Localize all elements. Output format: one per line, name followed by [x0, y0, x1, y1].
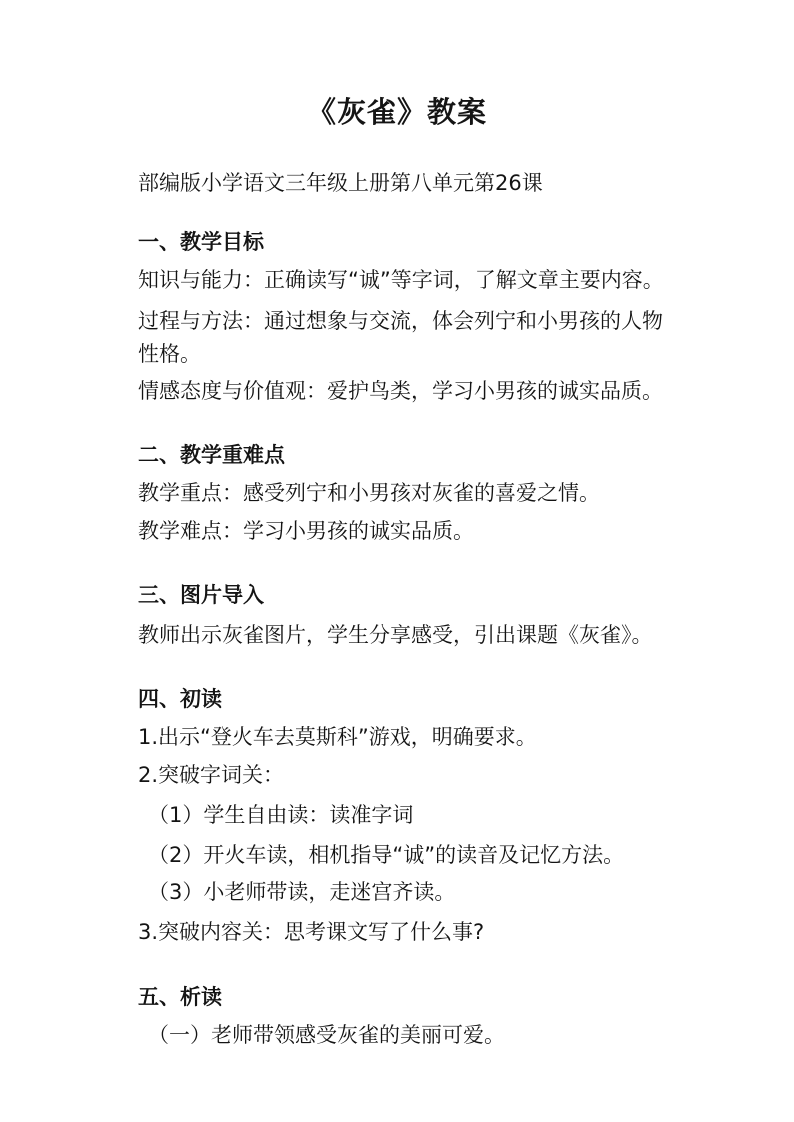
section-heading-key-points: 二、教学重难点: [138, 443, 285, 467]
section-heading-analysis: 五、析读: [138, 985, 222, 1009]
document-title: 《灰雀》教案: [306, 95, 487, 129]
introduction-text: 教师出示灰雀图片，学生分享感受，引出课题《灰雀》。: [138, 623, 653, 647]
document-subtitle: 部编版小学语文三年级上册第八单元第26课: [138, 171, 543, 195]
first-reading-step-2: 2.突破字词关：: [138, 763, 285, 787]
goal-knowledge: 知识与能力：正确读写“诚”等字词，了解文章主要内容。: [138, 268, 664, 292]
difficult-point: 教学难点：学习小男孩的诚实品质。: [138, 519, 474, 543]
first-reading-substep-1: （1）学生自由读：读准字词: [148, 803, 414, 827]
goal-emotion: 情感态度与价值观：爱护鸟类，学习小男孩的诚实品质。: [138, 379, 663, 403]
analysis-item-1: （一）老师带领感受灰雀的美丽可爱。: [148, 1023, 505, 1047]
key-point: 教学重点：感受列宁和小男孩对灰雀的喜爱之情。: [138, 481, 600, 505]
goal-process-continued: 性格。: [138, 342, 201, 366]
goal-process: 过程与方法：通过想象与交流，体会列宁和小男孩的人物: [138, 309, 663, 333]
first-reading-substep-3: （3）小老师带读，走迷宫齐读。: [148, 880, 456, 904]
section-heading-introduction: 三、图片导入: [138, 583, 264, 607]
section-heading-first-reading: 四、初读: [138, 687, 222, 711]
first-reading-substep-2: （2）开火车读，相机指导“诚”的读音及记忆方法。: [148, 843, 625, 867]
section-heading-teaching-goals: 一、教学目标: [138, 230, 264, 254]
first-reading-step-1: 1.出示“登火车去莫斯科”游戏，明确要求。: [138, 725, 537, 749]
first-reading-step-3: 3.突破内容关：思考课文写了什么事?: [138, 920, 485, 944]
